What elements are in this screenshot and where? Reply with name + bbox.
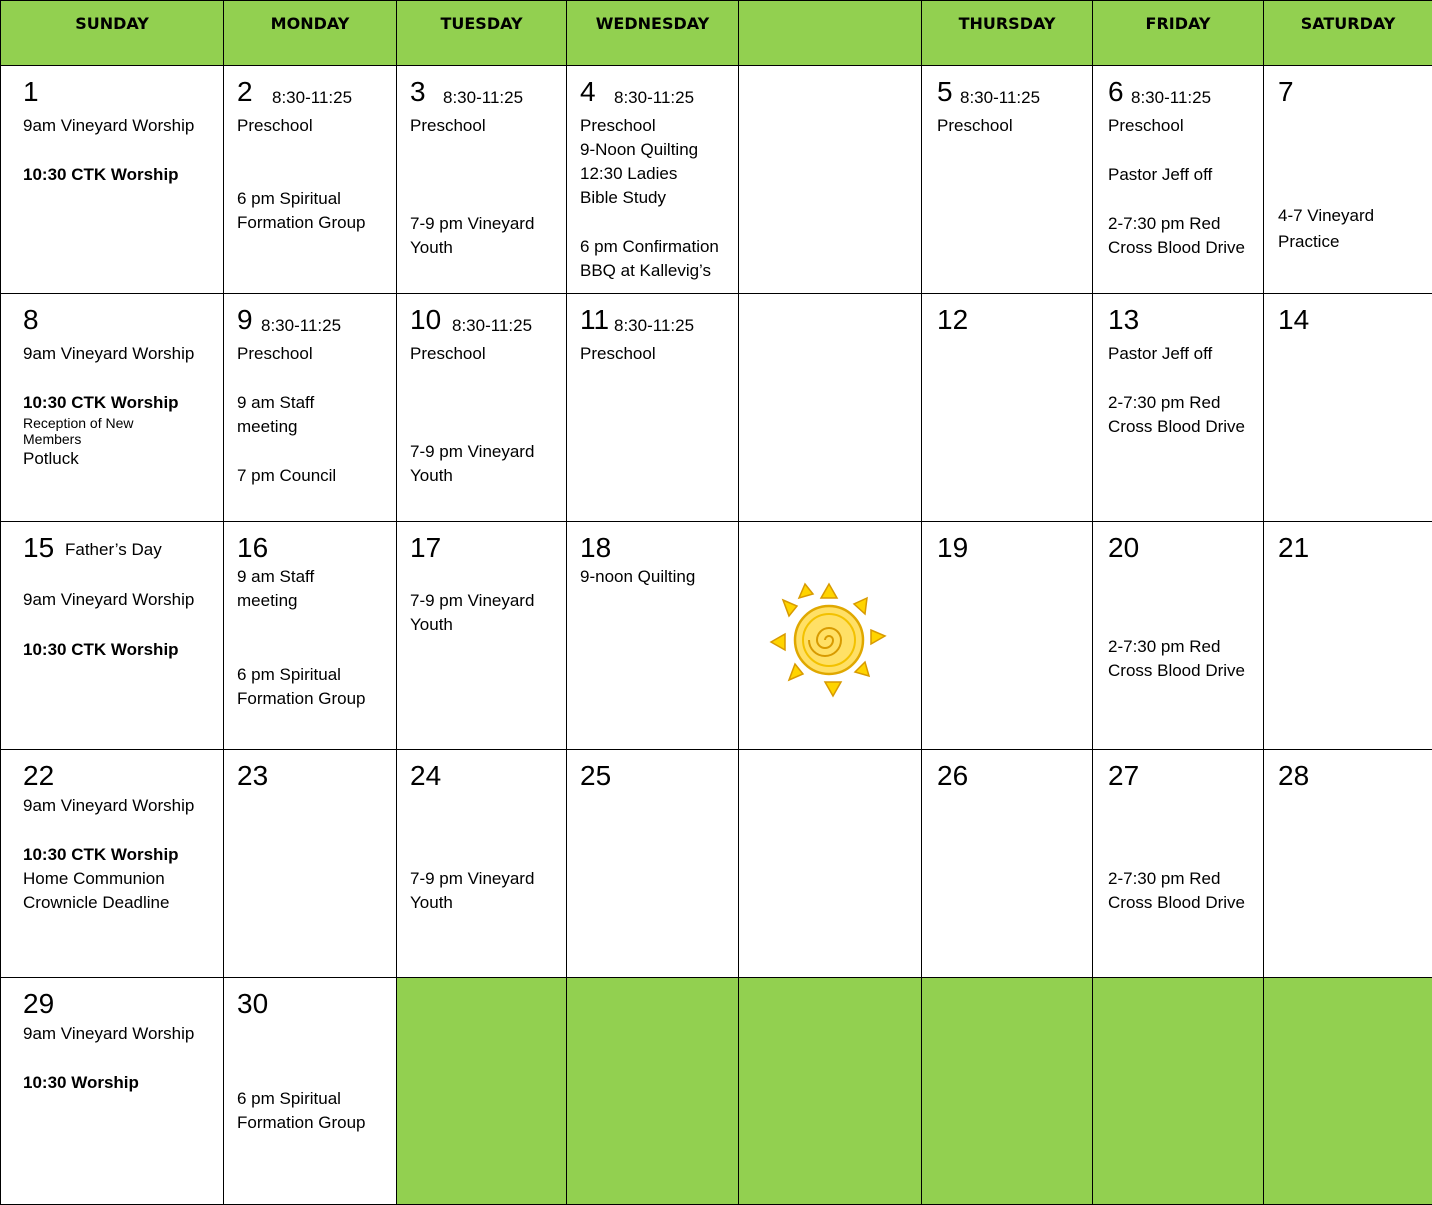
day-cell — [224, 522, 397, 750]
event-text: 9am Vineyard Worship — [23, 344, 194, 364]
header-thursday: THURSDAY — [922, 1, 1093, 66]
event-text: 12:30 Ladies — [580, 164, 677, 184]
event-text: Preschool — [937, 116, 1013, 136]
day-cell — [224, 750, 397, 978]
day-cell — [224, 66, 397, 294]
day-number: 22 — [23, 762, 54, 790]
day-number: 10 — [410, 306, 441, 334]
day-number: 11 — [580, 306, 609, 334]
event-text: 7-9 pm Vineyard — [410, 869, 534, 889]
day-number: 23 — [237, 762, 268, 790]
event-text: Preschool — [237, 344, 313, 364]
event-text: 7-9 pm Vineyard — [410, 442, 534, 462]
header-wednesday: WEDNESDAY — [567, 1, 739, 66]
event-text: 10:30 CTK Worship — [23, 165, 179, 185]
day-cell — [1093, 522, 1264, 750]
day-number: 20 — [1108, 534, 1139, 562]
event-text: Preschool — [237, 116, 313, 136]
event-text: Bible Study — [580, 188, 666, 208]
day-number: 12 — [937, 306, 968, 334]
event-note: Father’s Day — [65, 540, 162, 560]
event-time: 8:30-11:25 — [452, 316, 532, 336]
event-text: meeting — [237, 591, 297, 611]
event-text: 9 am Staff — [237, 393, 314, 413]
day-number: 14 — [1278, 306, 1309, 334]
day-number: 30 — [237, 990, 268, 1018]
event-text: 6 pm Spiritual — [237, 665, 341, 685]
filler-cell — [922, 978, 1093, 1205]
event-text: Youth — [410, 466, 453, 486]
week-row — [1, 66, 1432, 294]
event-text: 9-noon Quilting — [580, 567, 695, 587]
event-text: meeting — [237, 417, 297, 437]
day-cell — [922, 294, 1093, 522]
day-cell — [1264, 294, 1432, 522]
empty-cell — [739, 66, 922, 294]
header-tuesday: TUESDAY — [397, 1, 567, 66]
day-number: 17 — [410, 534, 441, 562]
event-text: 10:30 CTK Worship — [23, 393, 179, 413]
event-text: Preschool — [580, 116, 656, 136]
header-monday: MONDAY — [224, 1, 397, 66]
day-number: 4 — [580, 78, 596, 106]
event-text: 9-Noon Quilting — [580, 140, 698, 160]
event-time: 8:30-11:25 — [261, 316, 341, 336]
day-cell — [567, 750, 739, 978]
day-number: 5 — [937, 78, 953, 106]
day-cell — [1093, 750, 1264, 978]
event-text: Cross Blood Drive — [1108, 238, 1245, 258]
day-number: 19 — [937, 534, 968, 562]
day-number: 24 — [410, 762, 441, 790]
event-time: 8:30-11:25 — [443, 88, 523, 108]
day-number: 8 — [23, 306, 39, 334]
filler-cell — [1264, 978, 1432, 1205]
day-cell — [1, 66, 224, 294]
event-text: 6 pm Spiritual — [237, 1089, 341, 1109]
event-text: Preschool — [410, 344, 486, 364]
event-text: Members — [23, 432, 81, 446]
day-cell — [922, 750, 1093, 978]
event-text: Home Communion — [23, 869, 165, 889]
event-text: Formation Group — [237, 689, 366, 709]
day-cell — [1093, 66, 1264, 294]
event-text: Preschool — [410, 116, 486, 136]
day-cell — [224, 978, 397, 1205]
day-cell — [1, 978, 224, 1205]
header-sunday: SUNDAY — [1, 1, 224, 66]
event-text: Formation Group — [237, 1113, 366, 1133]
day-cell — [1264, 750, 1432, 978]
header-friday: FRIDAY — [1093, 1, 1264, 66]
event-text: 10:30 CTK Worship — [23, 640, 179, 660]
day-cell — [397, 522, 567, 750]
event-text: 2-7:30 pm Red — [1108, 869, 1220, 889]
event-text: Potluck — [23, 449, 79, 469]
week-row — [1, 978, 1432, 1205]
event-text: 9 am Staff — [237, 567, 314, 587]
event-text: 7-9 pm Vineyard — [410, 591, 534, 611]
day-cell — [397, 66, 567, 294]
event-text: Cross Blood Drive — [1108, 893, 1245, 913]
empty-cell — [739, 750, 922, 978]
day-number: 16 — [237, 534, 268, 562]
event-text: Formation Group — [237, 213, 366, 233]
day-cell — [1264, 66, 1432, 294]
event-text: 9am Vineyard Worship — [23, 1024, 194, 1044]
sun-icon — [759, 570, 899, 710]
week-row — [1, 294, 1432, 522]
week-row — [1, 522, 1432, 750]
header-saturday: SATURDAY — [1264, 1, 1432, 66]
filler-cell — [567, 978, 739, 1205]
event-text: 2-7:30 pm Red — [1108, 393, 1220, 413]
event-text: Preschool — [1108, 116, 1184, 136]
week-row — [1, 750, 1432, 978]
event-text: Cross Blood Drive — [1108, 417, 1245, 437]
day-cell — [567, 66, 739, 294]
event-time: 8:30-11:25 — [614, 316, 694, 336]
day-number: 27 — [1108, 762, 1139, 790]
event-text: 7-9 pm Vineyard — [410, 214, 534, 234]
event-text: BBQ at Kallevig’s — [580, 261, 711, 281]
day-number: 9 — [237, 306, 253, 334]
event-text: 4-7 Vineyard — [1278, 206, 1374, 226]
day-cell — [567, 522, 739, 750]
day-cell — [922, 66, 1093, 294]
event-time: 8:30-11:25 — [614, 88, 694, 108]
day-cell — [1, 294, 224, 522]
day-number: 6 — [1108, 78, 1124, 106]
day-cell — [397, 294, 567, 522]
day-cell — [567, 294, 739, 522]
event-text: Cross Blood Drive — [1108, 661, 1245, 681]
day-number: 15 — [23, 534, 54, 562]
day-cell — [397, 750, 567, 978]
day-number: 21 — [1278, 534, 1309, 562]
event-text: 9am Vineyard Worship — [23, 590, 194, 610]
event-text: Reception of New — [23, 416, 134, 430]
day-cell — [224, 294, 397, 522]
event-text: 9am Vineyard Worship — [23, 796, 194, 816]
day-cell — [922, 522, 1093, 750]
event-time: 8:30-11:25 — [1131, 88, 1211, 108]
event-text: 10:30 CTK Worship — [23, 845, 179, 865]
sun-cell — [739, 522, 922, 750]
event-text: Youth — [410, 615, 453, 635]
day-cell — [1093, 294, 1264, 522]
day-number: 28 — [1278, 762, 1309, 790]
event-text: 9am Vineyard Worship — [23, 116, 194, 136]
filler-cell — [1093, 978, 1264, 1205]
weekday-header-row — [1, 1, 1432, 66]
event-text: 6 pm Confirmation — [580, 237, 719, 257]
event-text: Crownicle Deadline — [23, 893, 169, 913]
event-text: Practice — [1278, 232, 1339, 252]
filler-cell — [397, 978, 567, 1205]
event-time: 8:30-11:25 — [272, 88, 352, 108]
day-cell — [1, 522, 224, 750]
day-number: 26 — [937, 762, 968, 790]
event-text: Preschool — [580, 344, 656, 364]
day-number: 2 — [237, 78, 253, 106]
day-number: 18 — [580, 534, 611, 562]
day-cell — [1264, 522, 1432, 750]
day-number: 25 — [580, 762, 611, 790]
event-text: 2-7:30 pm Red — [1108, 214, 1220, 234]
event-time: 8:30-11:25 — [960, 88, 1040, 108]
empty-cell — [739, 294, 922, 522]
event-text: 7 pm Council — [237, 466, 336, 486]
event-text: Pastor Jeff off — [1108, 344, 1212, 364]
event-text: Youth — [410, 238, 453, 258]
header-blank — [739, 1, 922, 66]
day-number: 3 — [410, 78, 426, 106]
event-text: Pastor Jeff off — [1108, 165, 1212, 185]
day-cell — [1, 750, 224, 978]
event-text: 6 pm Spiritual — [237, 189, 341, 209]
day-number: 29 — [23, 990, 54, 1018]
filler-cell — [739, 978, 922, 1205]
day-number: 1 — [23, 78, 39, 106]
day-number: 13 — [1108, 306, 1139, 334]
event-text: 2-7:30 pm Red — [1108, 637, 1220, 657]
event-text: 10:30 Worship — [23, 1073, 139, 1093]
day-number: 7 — [1278, 78, 1294, 106]
event-text: Youth — [410, 893, 453, 913]
